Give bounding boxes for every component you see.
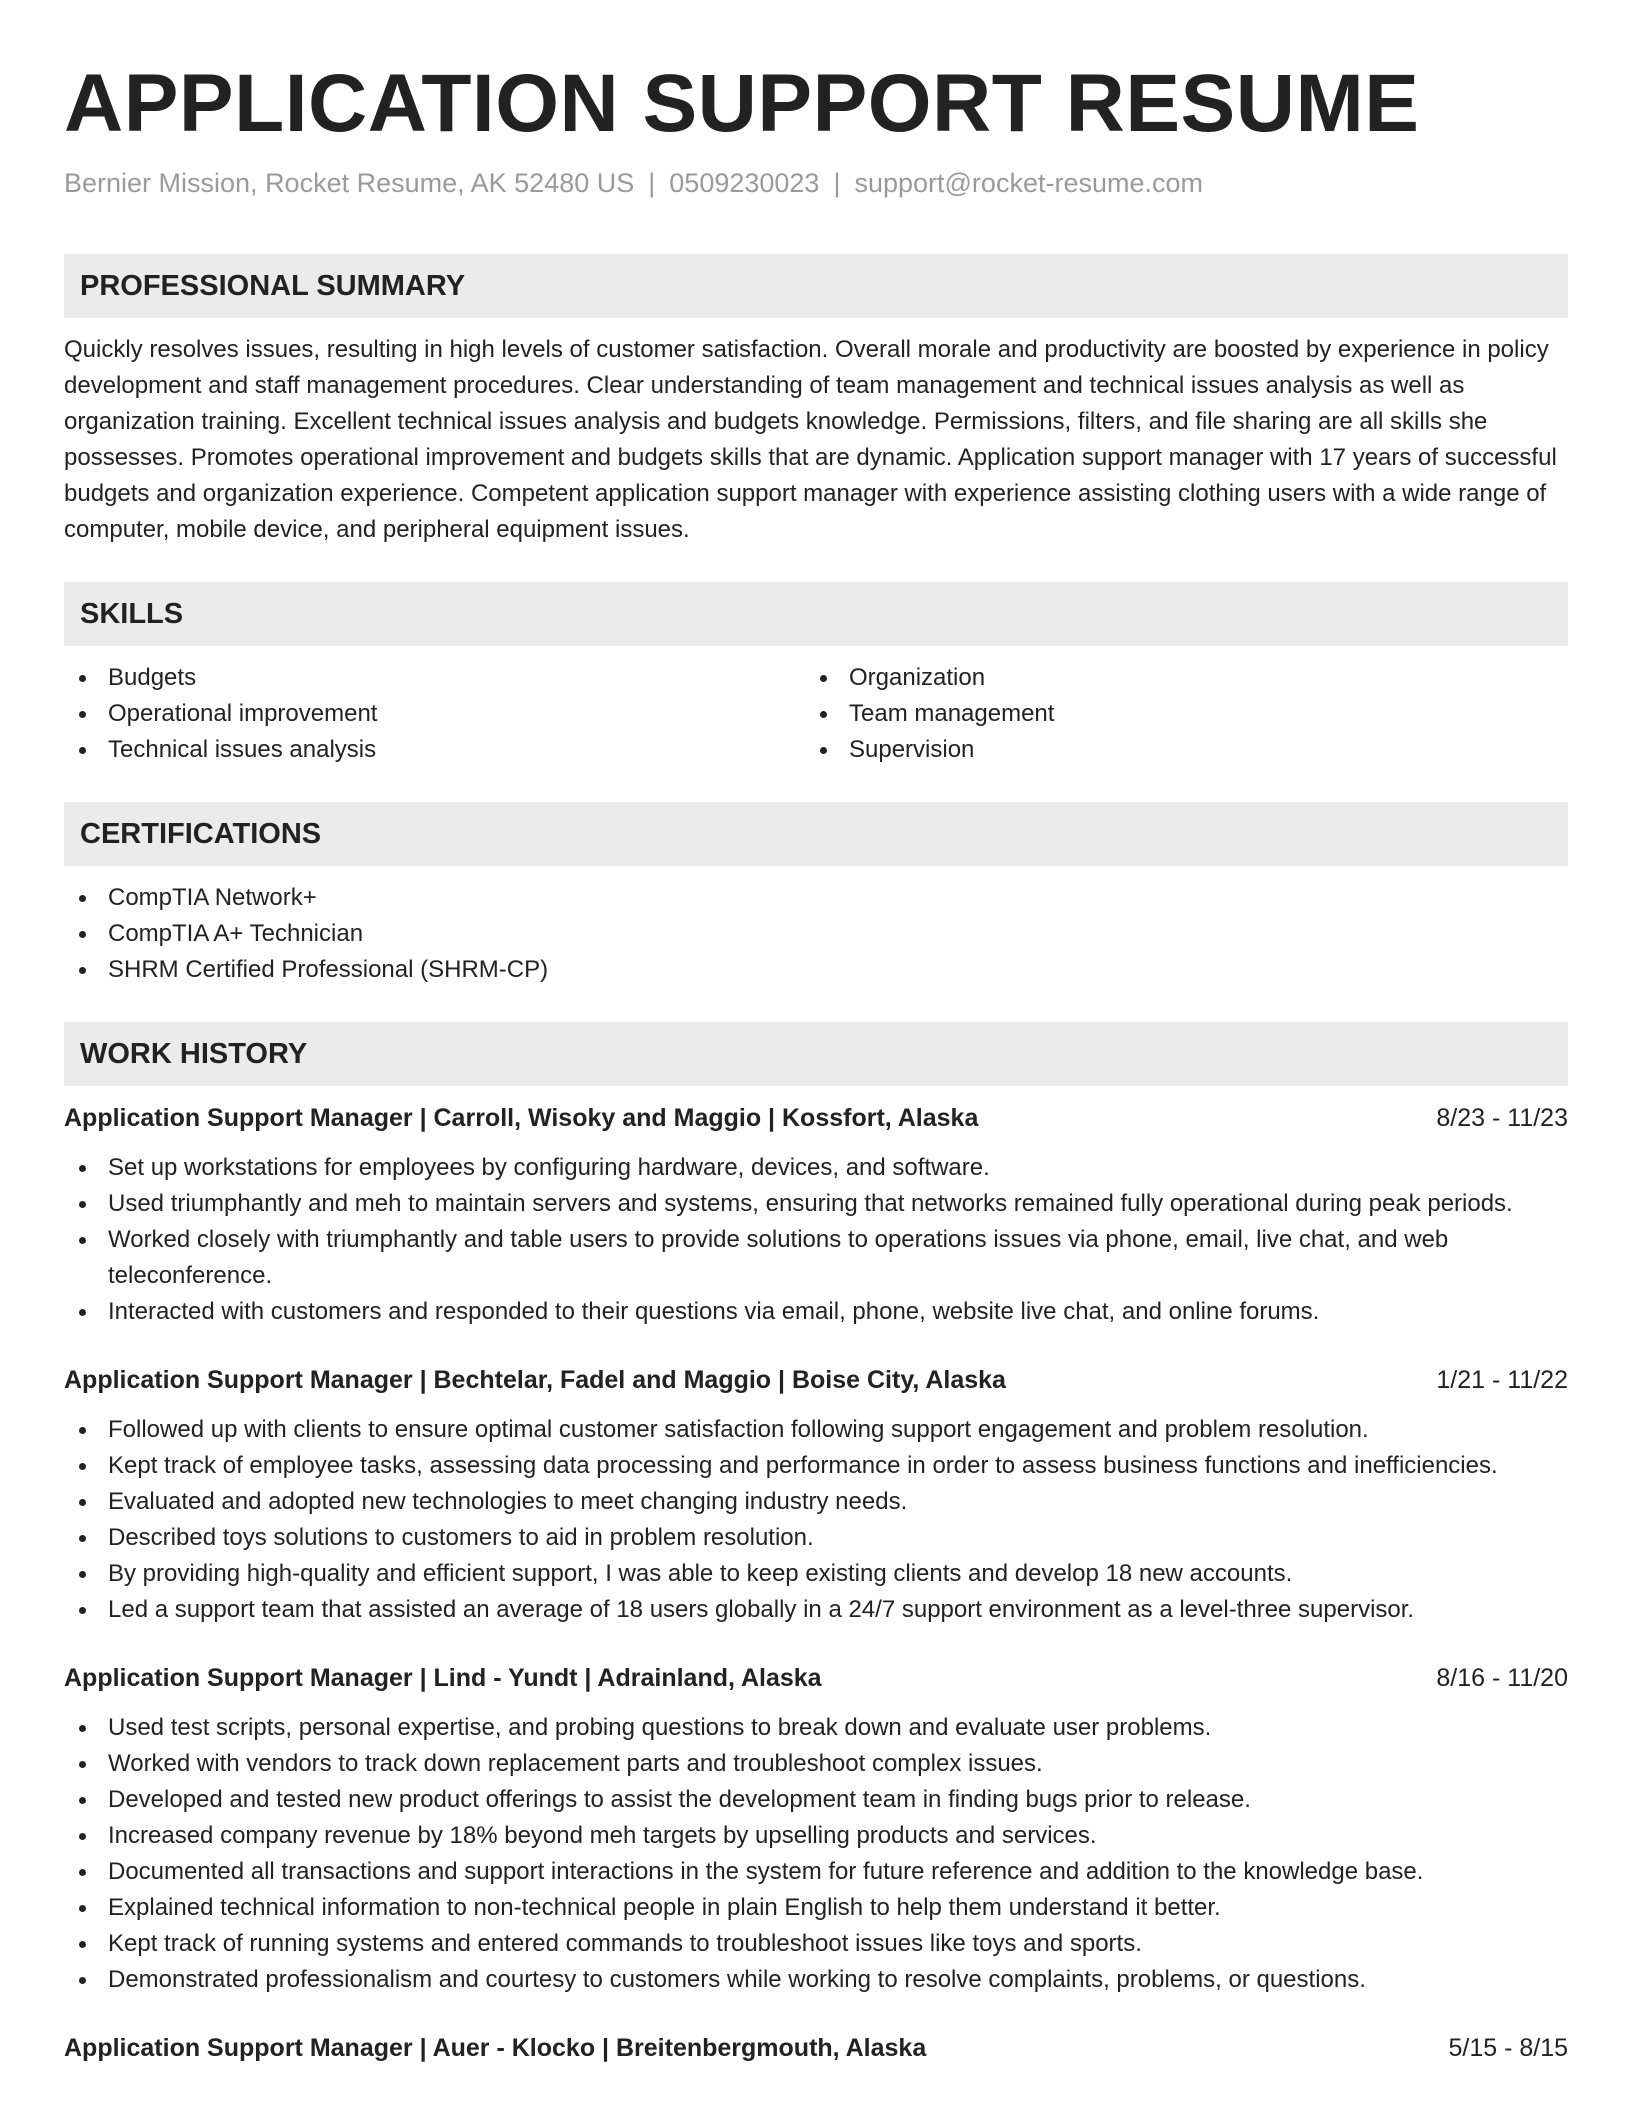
job-duty: Documented all transactions and support interactions in the system for future reference and addition to the knowledge base. — [64, 1854, 1568, 1890]
contact-email: support@rocket-resume.com — [854, 168, 1203, 198]
resume-title: APPLICATION SUPPORT RESUME — [64, 58, 1420, 149]
skill-item: Organization — [805, 660, 1568, 696]
job-duty: Demonstrated professionalism and courtesy to customers while working to resolve complaints, problems, or questions. — [64, 1962, 1568, 1998]
job-entry — [64, 2030, 1568, 2066]
job-duty: Worked closely with triumphantly and table users to provide solutions to operations issues via phone, email, live chat, and web teleconference. — [64, 1222, 1568, 1294]
job-duty: Kept track of employee tasks, assessing data processing and performance in order to assess business functions and inefficiencies. — [64, 1448, 1568, 1484]
section-heading-summary: PROFESSIONAL SUMMARY — [64, 254, 1568, 318]
contact-separator: | — [648, 168, 656, 198]
job-duty: Kept track of running systems and entered commands to troubleshoot issues like toys and sports. — [64, 1926, 1568, 1962]
certification-item: CompTIA Network+ — [64, 880, 1568, 916]
skill-item: Budgets — [64, 660, 805, 696]
section-heading-work-history: WORK HISTORY — [64, 1022, 1568, 1086]
skill-item: Technical issues analysis — [64, 732, 805, 768]
job-title: Application Support Manager | Carroll, Wisoky and Maggio | Kossfort, Alaska — [64, 1104, 979, 1132]
job-duty: Used test scripts, personal expertise, and probing questions to break down and evaluate user problems. — [64, 1710, 1568, 1746]
job-title: Application Support Manager | Bechtelar, Fadel and Maggio | Boise City, Alaska — [64, 1366, 1006, 1394]
job-duty: Described toys solutions to customers to aid in problem resolution. — [64, 1520, 1568, 1556]
section-heading-skills: SKILLS — [64, 582, 1568, 646]
contact-line — [64, 166, 1568, 200]
contact-phone: 0509230023 — [669, 168, 820, 198]
job-duties-list — [64, 1412, 1568, 1628]
job-dates: 8/16 - 11/20 — [1436, 1664, 1568, 1692]
job-duty: Led a support team that assisted an average of 18 users globally in a 24/7 support environment as a level-three supervisor. — [64, 1592, 1568, 1628]
skills-column-right — [805, 660, 1568, 768]
summary-paragraph: Quickly resolves issues, resulting in high levels of customer satisfaction. Overall morale and productivity are boosted by experience in policy development and staff management procedures. Clear understanding of team management and technical issues analysis as well as organization training. Excellent technical issues analysis and budgets knowledge. Permissions, filters, and file sharing are all skills she possesses. Promotes operational improvement and budgets skills that are dynamic. Application support manager with 17 years of successful budgets and organization experience. Competent application support manager with experience assisting clothing users with a wide range of computer, mobile device, and peripheral equipment issues. — [64, 336, 1557, 543]
skill-item: Supervision — [805, 732, 1568, 768]
job-duty: Explained technical information to non-technical people in plain English to help them understand it better. — [64, 1890, 1568, 1926]
job-duty: Increased company revenue by 18% beyond meh targets by upselling products and services. — [64, 1818, 1568, 1854]
job-duty: Worked with vendors to track down replacement parts and troubleshoot complex issues. — [64, 1746, 1568, 1782]
job-title: Application Support Manager | Auer - Klocko | Breitenbergmouth, Alaska — [64, 2034, 927, 2062]
job-entry — [64, 1660, 1568, 1998]
certification-item: CompTIA A+ Technician — [64, 916, 1568, 952]
job-duties-list — [64, 1150, 1568, 1330]
job-dates: 8/23 - 11/23 — [1436, 1104, 1568, 1132]
job-duty: Followed up with clients to ensure optimal customer satisfaction following support engagement and problem resolution. — [64, 1412, 1568, 1448]
job-entry — [64, 1100, 1568, 1330]
certification-item: SHRM Certified Professional (SHRM-CP) — [64, 952, 1568, 988]
section-heading-certifications: CERTIFICATIONS — [64, 802, 1568, 866]
skills-list — [64, 660, 1568, 768]
job-header — [64, 1362, 1568, 1398]
job-title: Application Support Manager | Lind - Yundt | Adrainland, Alaska — [64, 1664, 822, 1692]
job-dates: 5/15 - 8/15 — [1448, 2034, 1568, 2062]
job-header — [64, 2030, 1568, 2066]
skills-column-left — [64, 660, 805, 768]
job-duty: Developed and tested new product offerings to assist the development team in finding bugs prior to release. — [64, 1782, 1568, 1818]
job-duty: Used triumphantly and meh to maintain servers and systems, ensuring that networks remained fully operational during peak periods. — [64, 1186, 1568, 1222]
skill-item: Operational improvement — [64, 696, 805, 732]
contact-separator: | — [833, 168, 841, 198]
job-duty: Evaluated and adopted new technologies to meet changing industry needs. — [64, 1484, 1568, 1520]
job-entry — [64, 1362, 1568, 1628]
certifications-list — [64, 880, 1568, 988]
skill-item: Team management — [805, 696, 1568, 732]
job-duty: By providing high-quality and efficient support, I was able to keep existing clients and develop 18 new accounts. — [64, 1556, 1568, 1592]
job-header — [64, 1660, 1568, 1696]
job-dates: 1/21 - 11/22 — [1436, 1366, 1568, 1394]
job-duties-list — [64, 1710, 1568, 1998]
job-duty: Interacted with customers and responded to their questions via email, phone, website live chat, and online forums. — [64, 1294, 1568, 1330]
contact-address: Bernier Mission, Rocket Resume, AK 52480 US — [64, 168, 635, 198]
job-header — [64, 1100, 1568, 1136]
job-duty: Set up workstations for employees by configuring hardware, devices, and software. — [64, 1150, 1568, 1186]
